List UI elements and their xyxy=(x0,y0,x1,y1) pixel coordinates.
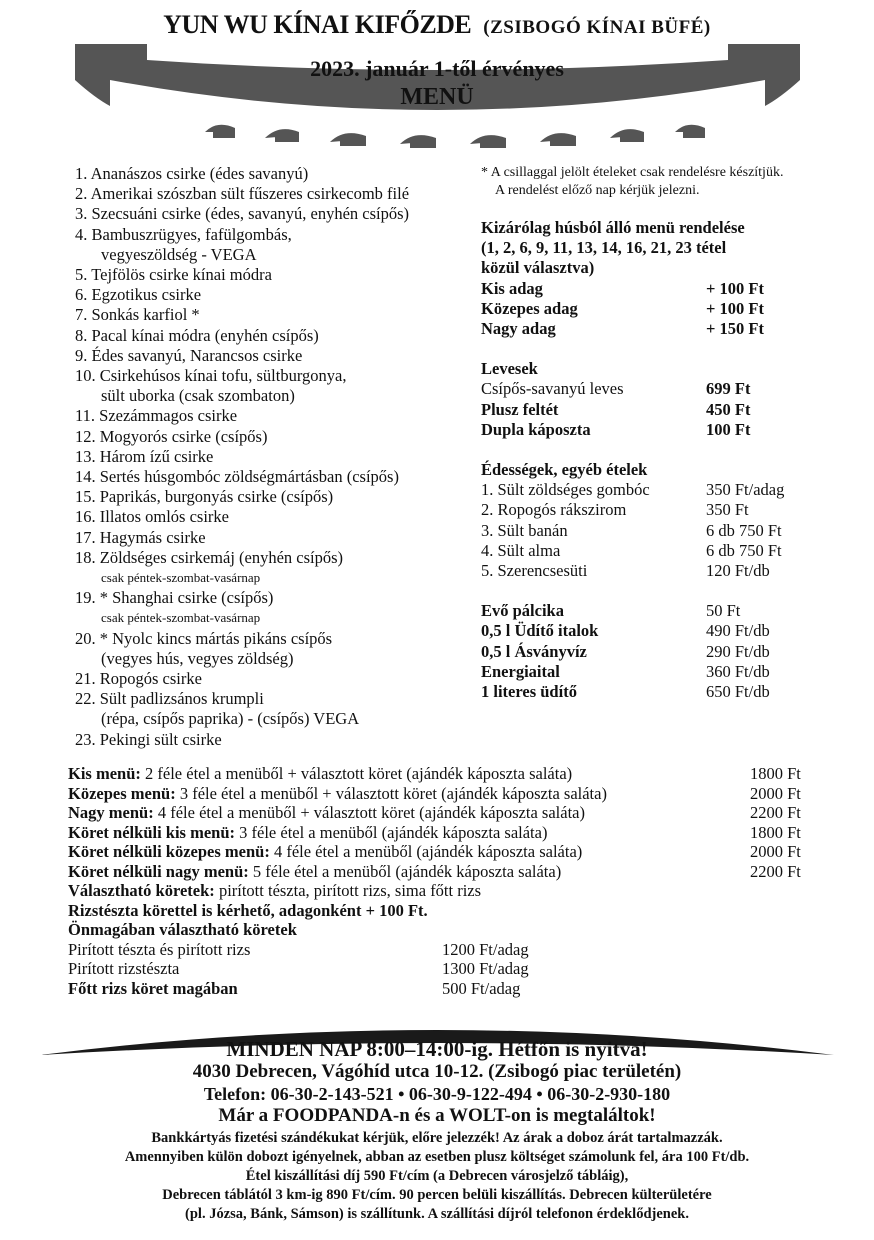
combo-price: 2000 Ft xyxy=(750,842,801,861)
menu-heading: MENÜ xyxy=(400,84,474,110)
drink-name: 1 literes üdítő xyxy=(481,682,577,702)
combo-desc: 2 féle étel a menüből + választott köret (ajándék káposzta saláta) xyxy=(140,764,573,783)
combo-label: Köret nélküli közepes menü: xyxy=(68,842,270,861)
phone-numbers: Telefon: 06-30-2-143-521 • 06-30-9-122-494 • 06-30-2-930-180 xyxy=(203,1084,671,1104)
soup-price: 699 Ft xyxy=(706,379,751,399)
dish-item: 4. Bambuszrügyes, fafülgombás, xyxy=(75,224,292,244)
restaurant-subtitle: (ZSIBOGÓ KÍNAI BÜFÉ) xyxy=(483,17,711,38)
soup-row xyxy=(481,379,841,399)
combo-price: 2200 Ft xyxy=(750,861,801,881)
drink-price: 360 Ft/db xyxy=(706,661,770,681)
dish-item: 5. Tejfölös csirke kínai módra xyxy=(75,265,272,285)
meat-menu-name: Nagy adag xyxy=(481,319,556,339)
drink-row xyxy=(481,662,841,682)
side-name: Pirított rizstészta xyxy=(68,959,180,978)
drink-name: 0,5 l Üdítő italok xyxy=(481,621,599,641)
soup-row xyxy=(481,400,841,420)
dessert-row xyxy=(481,500,841,520)
restaurant-title xyxy=(0,10,874,40)
side-row xyxy=(68,959,808,979)
soup-name: Plusz feltét xyxy=(481,399,559,419)
dish-item: 12. Mogyorós csirke (csípős) xyxy=(75,426,268,446)
dessert-row xyxy=(481,480,841,500)
soup-price: 100 Ft xyxy=(706,419,751,439)
side-choices xyxy=(68,881,808,901)
meat-menu-heading-2: (1, 2, 6, 9, 11, 13, 14, 16, 21, 23 tétel xyxy=(481,238,727,258)
combo-row xyxy=(68,784,808,804)
drink-price: 650 Ft/db xyxy=(706,682,770,702)
dessert-name: 2. Ropogós rákszirom xyxy=(481,500,627,520)
drinks-list xyxy=(481,601,841,702)
side-row xyxy=(68,940,808,960)
dish-item: 21. Ropogós csirke xyxy=(75,669,202,689)
dessert-name: 3. Sült banán xyxy=(481,520,568,540)
delivery-platforms: Már a FOODPANDA-n és a WOLT-on is megtaláltok! xyxy=(218,1105,656,1126)
menu-combos xyxy=(68,764,808,998)
drink-row xyxy=(481,682,841,702)
dessert-price: 350 Ft/adag xyxy=(706,480,785,500)
combo-price: 1800 Ft xyxy=(750,822,801,842)
meat-menu-row xyxy=(481,299,841,319)
dish-item: 16. Illatos omlós csirke xyxy=(75,507,229,527)
combo-desc: 4 féle étel a menüből + választott köret (ajándék káposzta saláta) xyxy=(153,803,585,822)
meat-menu-heading-3: közül választva) xyxy=(481,258,595,278)
dish-item: 11. Szezámmagos csirke xyxy=(75,406,238,426)
dish-item: 23. Pekingi sült csirke xyxy=(75,729,222,749)
combo-row xyxy=(68,803,808,823)
dish-item: 20. * Nyolc kincs mártás pikáns csípős xyxy=(75,628,333,648)
side-price: 1300 Ft/adag xyxy=(442,959,529,978)
dish-item-continuation: (répa, csípős paprika) - (csípős) VEGA xyxy=(101,709,360,729)
meat-menu-row xyxy=(481,279,841,299)
soup-price: 450 Ft xyxy=(706,399,751,419)
combo-label: Köret nélküli nagy menü: xyxy=(68,861,249,881)
notice-line-1: * A csillaggal jelölt ételeket csak rendelésre készítjük. xyxy=(481,165,784,180)
dish-item: 7. Sonkás karfiol * xyxy=(75,305,200,325)
side-name: Pirított tészta és pirított rizs xyxy=(68,939,251,959)
sides-alone-heading: Önmagában választható köretek xyxy=(68,920,297,939)
side-price: 500 Ft/adag xyxy=(442,978,521,998)
dish-availability-note: csak péntek-szombat-vasárnap xyxy=(101,570,261,586)
dish-item: 18. Zöldséges csirkemáj (enyhén csípős) xyxy=(75,547,344,567)
dish-availability-note: csak péntek-szombat-vasárnap xyxy=(101,610,261,626)
side-choices-label: Választható köretek: xyxy=(68,881,215,900)
combo-label: Köret nélküli kis menü: xyxy=(68,822,236,842)
meat-menu-price: + 150 Ft xyxy=(706,319,764,339)
info-line-5: (pl. Józsa, Bánk, Sámson) is szállítunk. A szállítási díjról telefonon érdeklődjenek. xyxy=(185,1206,689,1222)
meat-menu-price: + 100 Ft xyxy=(706,298,764,318)
combo-label: Kis menü: xyxy=(68,764,141,783)
notice-line-2: A rendelést előző nap kérjük jelezni. xyxy=(495,183,700,198)
dish-item-continuation: vegyeszöldség - VEGA xyxy=(101,244,257,264)
dish-item: 2. Amerikai szószban sült fűszeres csirkecomb filé xyxy=(75,184,410,204)
info-line-1: Bankkártyás fizetési szándékukat kérjük, előre jelezzék! Az árak a doboz árát tartalmazzák. xyxy=(151,1130,723,1146)
drink-name: Energiaital xyxy=(481,661,560,681)
info-line-4: Debrecen táblától 3 km-ig 890 Ft/cím. 90 percen belüli kiszállítás. Debrecen külterületére xyxy=(162,1187,712,1203)
combo-row xyxy=(68,862,808,882)
meat-menu-heading-1: Kizárólag húsból álló menü rendelése xyxy=(481,218,745,237)
soup-name: Csípős-savanyú leves xyxy=(481,379,624,399)
combo-row xyxy=(68,823,808,843)
dish-item: 3. Szecsuáni csirke (édes, savanyú, enyhén csípős) xyxy=(75,204,410,224)
dish-item: 19. * Shanghai csirke (csípős) xyxy=(75,588,274,608)
meat-menu-price: + 100 Ft xyxy=(706,278,764,298)
combo-label: Közepes menü: xyxy=(68,783,176,803)
dish-list xyxy=(75,164,475,750)
dish-item-continuation: (vegyes hús, vegyes zöldség) xyxy=(101,648,294,668)
drink-row xyxy=(481,642,841,662)
info-line-2: Amennyiben külön dobozt igényelnek, abban az esetben plusz költséget számolunk fel, ára 100 Ft/db. xyxy=(124,1149,750,1165)
combo-row xyxy=(68,842,808,862)
drink-price: 490 Ft/db xyxy=(706,621,770,641)
combo-desc: 3 féle étel a menüből (ajándék káposzta saláta) xyxy=(235,822,548,842)
meat-menu-row xyxy=(481,319,841,339)
drink-row xyxy=(481,601,841,621)
combo-row xyxy=(68,764,808,784)
drink-row xyxy=(481,621,841,641)
side-price: 1200 Ft/adag xyxy=(442,939,529,959)
combo-desc: 4 féle étel a menüből (ajándék káposzta saláta) xyxy=(269,842,583,861)
dish-item: 1. Ananászos csirke (édes savanyú) xyxy=(75,164,309,183)
dessert-price: 6 db 750 Ft xyxy=(706,540,782,560)
dish-item: 13. Három ízű csirke xyxy=(75,446,214,466)
restaurant-name: YUN WU KÍNAI KIFŐZDE xyxy=(163,10,472,39)
combo-label: Nagy menü: xyxy=(68,803,154,822)
dish-item-continuation: sült uborka (csak szombaton) xyxy=(101,386,295,406)
dessert-row xyxy=(481,521,841,541)
meat-menu-name: Kis adag xyxy=(481,278,543,298)
dish-item: 10. Csirkehúsos kínai tofu, sültburgonya, xyxy=(75,366,347,386)
meat-menu-name: Közepes adag xyxy=(481,298,578,318)
dish-item: 6. Egzotikus csirke xyxy=(75,285,202,305)
side-name: Főtt rizs köret magában xyxy=(68,978,238,998)
dessert-price: 6 db 750 Ft xyxy=(706,520,782,540)
combo-desc: 5 féle étel a menüből (ajándék káposzta saláta) xyxy=(248,861,562,881)
combo-price: 2200 Ft xyxy=(750,803,801,822)
address: 4030 Debrecen, Vágóhíd utca 10-12. (Zsibogó piac területén) xyxy=(192,1061,682,1082)
dessert-price: 350 Ft xyxy=(706,500,749,520)
dish-item: 14. Sertés húsgombóc zöldségmártásban (csípős) xyxy=(75,467,399,487)
soups-heading: Levesek xyxy=(481,359,538,379)
dessert-name: 5. Szerencsesüti xyxy=(481,561,588,581)
dessert-name: 4. Sült alma xyxy=(481,540,561,560)
dish-item: 9. Édes savanyú, Narancsos csirke xyxy=(75,345,303,365)
dish-item: 15. Paprikás, burgonyás csirke (csípős) xyxy=(75,487,334,507)
dessert-row xyxy=(481,561,841,581)
valid-from: 2023. január 1-től érvényes xyxy=(310,56,564,81)
rice-noodle-note: Rizstészta körettel is kérhető, adagonként + 100 Ft. xyxy=(68,900,428,920)
dish-item: 8. Pacal kínai módra (enyhén csípős) xyxy=(75,325,319,345)
soup-row xyxy=(481,420,841,440)
desserts-heading: Édességek, egyéb ételek xyxy=(481,460,648,480)
info-line-3: Étel kiszállítási díj 590 Ft/cím (a Debrecen városjelző tábláig), xyxy=(245,1168,629,1184)
combo-price: 2000 Ft xyxy=(750,783,801,803)
combo-desc: 3 féle étel a menüből + választott köret (ajándék káposzta saláta) xyxy=(175,783,607,803)
drink-name: 0,5 l Ásványvíz xyxy=(481,641,587,661)
soup-name: Dupla káposzta xyxy=(481,419,591,439)
drink-price: 290 Ft/db xyxy=(706,641,770,661)
opening-hours: MINDEN NAP 8:00–14:00-ig. Hétfőn is nyitva! xyxy=(226,1037,648,1061)
drink-name: Evő pálcika xyxy=(481,601,564,621)
drink-price: 50 Ft xyxy=(706,601,741,621)
dish-item: 17. Hagymás csirke xyxy=(75,527,206,547)
dessert-price: 120 Ft/db xyxy=(706,561,770,581)
right-column xyxy=(481,164,841,702)
side-choices-text: pirított tészta, pirított rizs, sima főtt rizs xyxy=(214,881,482,900)
side-row xyxy=(68,979,808,999)
combo-price: 1800 Ft xyxy=(750,764,801,783)
dish-item: 22. Sült padlizsános krumpli xyxy=(75,689,264,709)
dessert-name: 1. Sült zöldséges gombóc xyxy=(481,480,650,500)
dessert-row xyxy=(481,541,841,561)
